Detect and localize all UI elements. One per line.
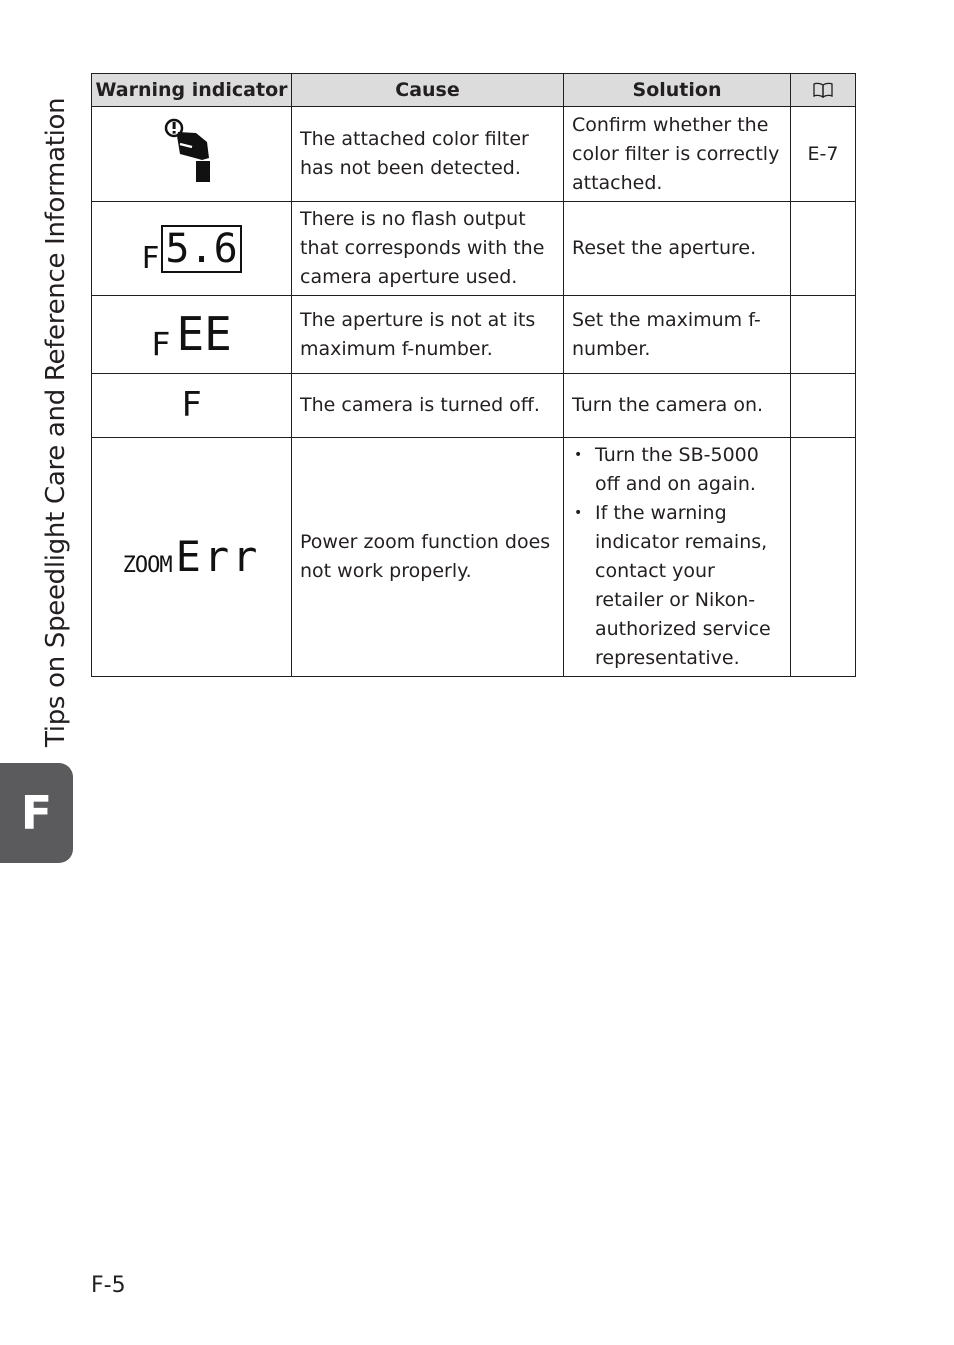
book-icon bbox=[812, 82, 834, 98]
display-f-prefix: F bbox=[151, 324, 171, 363]
reference-cell: E-7 bbox=[791, 107, 856, 202]
header-warning-indicator: Warning indicator bbox=[92, 74, 292, 107]
display-zoom-prefix: ZOOM bbox=[122, 552, 172, 578]
indicator-cell bbox=[92, 438, 292, 677]
cause-cell: The aperture is not at its maximum f-number. bbox=[292, 296, 564, 374]
table-row bbox=[92, 296, 856, 374]
display-f-prefix: F bbox=[141, 240, 160, 276]
display-err-value: Err bbox=[175, 531, 261, 581]
f-display-icon: F bbox=[181, 384, 202, 425]
reference-cell bbox=[791, 374, 856, 438]
reference-cell bbox=[791, 202, 856, 296]
solution-cell: Reset the aperture. bbox=[564, 202, 791, 296]
solution-list bbox=[572, 441, 782, 673]
side-section-title bbox=[31, 97, 81, 747]
cause-cell: The camera is turned off. bbox=[292, 374, 564, 438]
solution-cell: Confirm whether the color filter is correctly attached. bbox=[564, 107, 791, 202]
solution-cell: Turn the camera on. bbox=[564, 374, 791, 438]
indicator-cell bbox=[92, 202, 292, 296]
page-number: F-5 bbox=[91, 1273, 126, 1298]
table-row bbox=[92, 202, 856, 296]
cause-cell: There is no flash output that corresponds with the camera aperture used. bbox=[292, 202, 564, 296]
indicator-cell bbox=[92, 374, 292, 438]
cause-cell: The attached color filter has not been detected. bbox=[292, 107, 564, 202]
header-reference bbox=[791, 74, 856, 107]
indicator-cell bbox=[92, 296, 292, 374]
display-ee-value: EE bbox=[176, 306, 232, 361]
color-filter-warning-icon bbox=[164, 117, 220, 183]
chapter-tab-letter: F bbox=[20, 786, 53, 840]
warning-indicator-table bbox=[91, 73, 856, 677]
table-row bbox=[92, 374, 856, 438]
solution-cell bbox=[564, 438, 791, 677]
list-item: • If the warning indicator remains, contact your retailer or Nikon-authorized service representative. bbox=[572, 499, 782, 673]
display-aperture-value: 5.6 bbox=[161, 225, 241, 273]
table-row bbox=[92, 438, 856, 677]
header-solution: Solution bbox=[564, 74, 791, 107]
cause-cell: Power zoom function does not work properly. bbox=[292, 438, 564, 677]
table-row bbox=[92, 107, 856, 202]
fee-display-icon bbox=[151, 306, 232, 363]
header-cause: Cause bbox=[292, 74, 564, 107]
reference-cell bbox=[791, 438, 856, 677]
solution-cell: Set the maximum f-number. bbox=[564, 296, 791, 374]
side-section-title-text: Tips on Speedlight Care and Reference Information bbox=[41, 97, 71, 747]
reference-cell bbox=[791, 296, 856, 374]
indicator-cell bbox=[92, 107, 292, 202]
aperture-display-icon bbox=[141, 225, 241, 276]
chapter-tab bbox=[0, 763, 73, 863]
list-item: • Turn the SB-5000 off and on again. bbox=[572, 441, 782, 499]
table-header-row bbox=[92, 74, 856, 107]
zoom-error-display-icon bbox=[122, 531, 261, 581]
